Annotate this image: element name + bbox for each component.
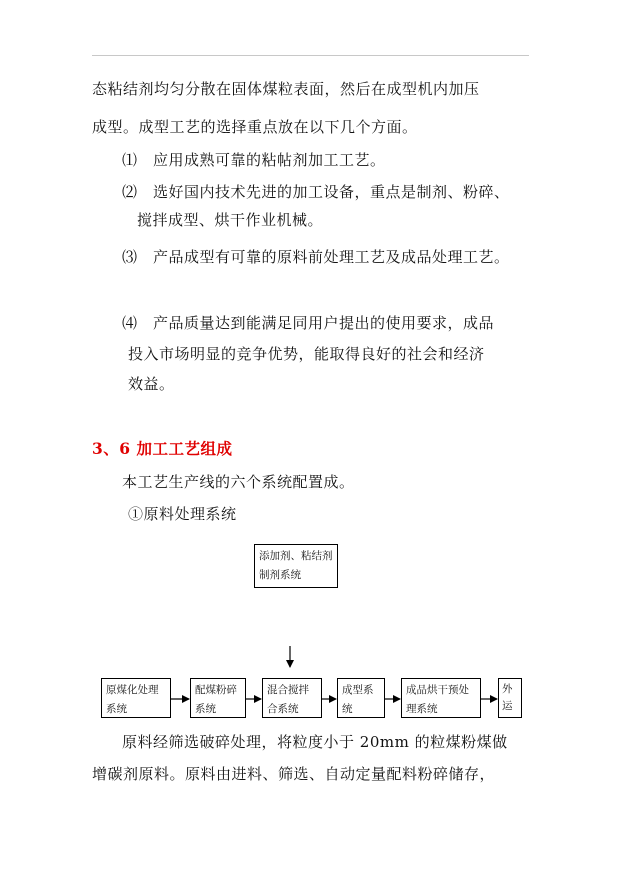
flow-box-additive-prep: 添加剂、粘结剂制剂系统 bbox=[254, 544, 338, 588]
list-item-4: ⑷ 产品质量达到能满足同用户提出的使用要求，成品 bbox=[122, 314, 495, 332]
list-item-2: ⑵ 选好国内技术先进的加工设备，重点是制剂、粉碎、 bbox=[122, 183, 510, 201]
flow-box-shipping: 外运 bbox=[498, 678, 522, 718]
section-intro: 本工艺生产线的六个系统配置成。 bbox=[122, 473, 355, 491]
flow-box-drying: 成品烘干预处理系统 bbox=[401, 678, 481, 718]
section-heading: 3、6 加工工艺组成 bbox=[92, 439, 233, 458]
paragraph-line: 成型。成型工艺的选择重点放在以下几个方面。 bbox=[92, 118, 418, 136]
flow-box-blending-crushing: 配煤粉碎系统 bbox=[190, 678, 246, 718]
flow-box-mixing: 混合搅拌合系统 bbox=[262, 678, 322, 718]
list-item-2-cont: 搅拌成型、烘干作业机械。 bbox=[137, 211, 324, 229]
list-item-4-cont: 效益。 bbox=[128, 375, 175, 393]
paragraph-line: 原料经筛选破碎处理，将粒度小于 20mm 的粒煤粉煤做 bbox=[122, 733, 508, 751]
paragraph-line: 态粘结剂均匀分散在固体煤粒表面，然后在成型机内加压 bbox=[92, 80, 480, 98]
list-item-1: ⑴ 应用成熟可靠的粘帖剂加工工艺。 bbox=[122, 151, 386, 169]
list-item-4-cont: 投入市场明显的竞争优势，能取得良好的社会和经济 bbox=[128, 345, 485, 363]
flow-box-forming: 成型系统 bbox=[337, 678, 385, 718]
paragraph-line: 增碳剂原料。原料由进料、筛选、自动定量配料粉碎储存， bbox=[92, 765, 496, 783]
flow-box-raw-coal: 原煤化处理系统 bbox=[101, 678, 171, 718]
subsection-heading: ①原料处理系统 bbox=[128, 505, 237, 523]
list-item-3: ⑶ 产品成型有可靠的原料前处理工艺及成品处理工艺。 bbox=[122, 248, 510, 266]
